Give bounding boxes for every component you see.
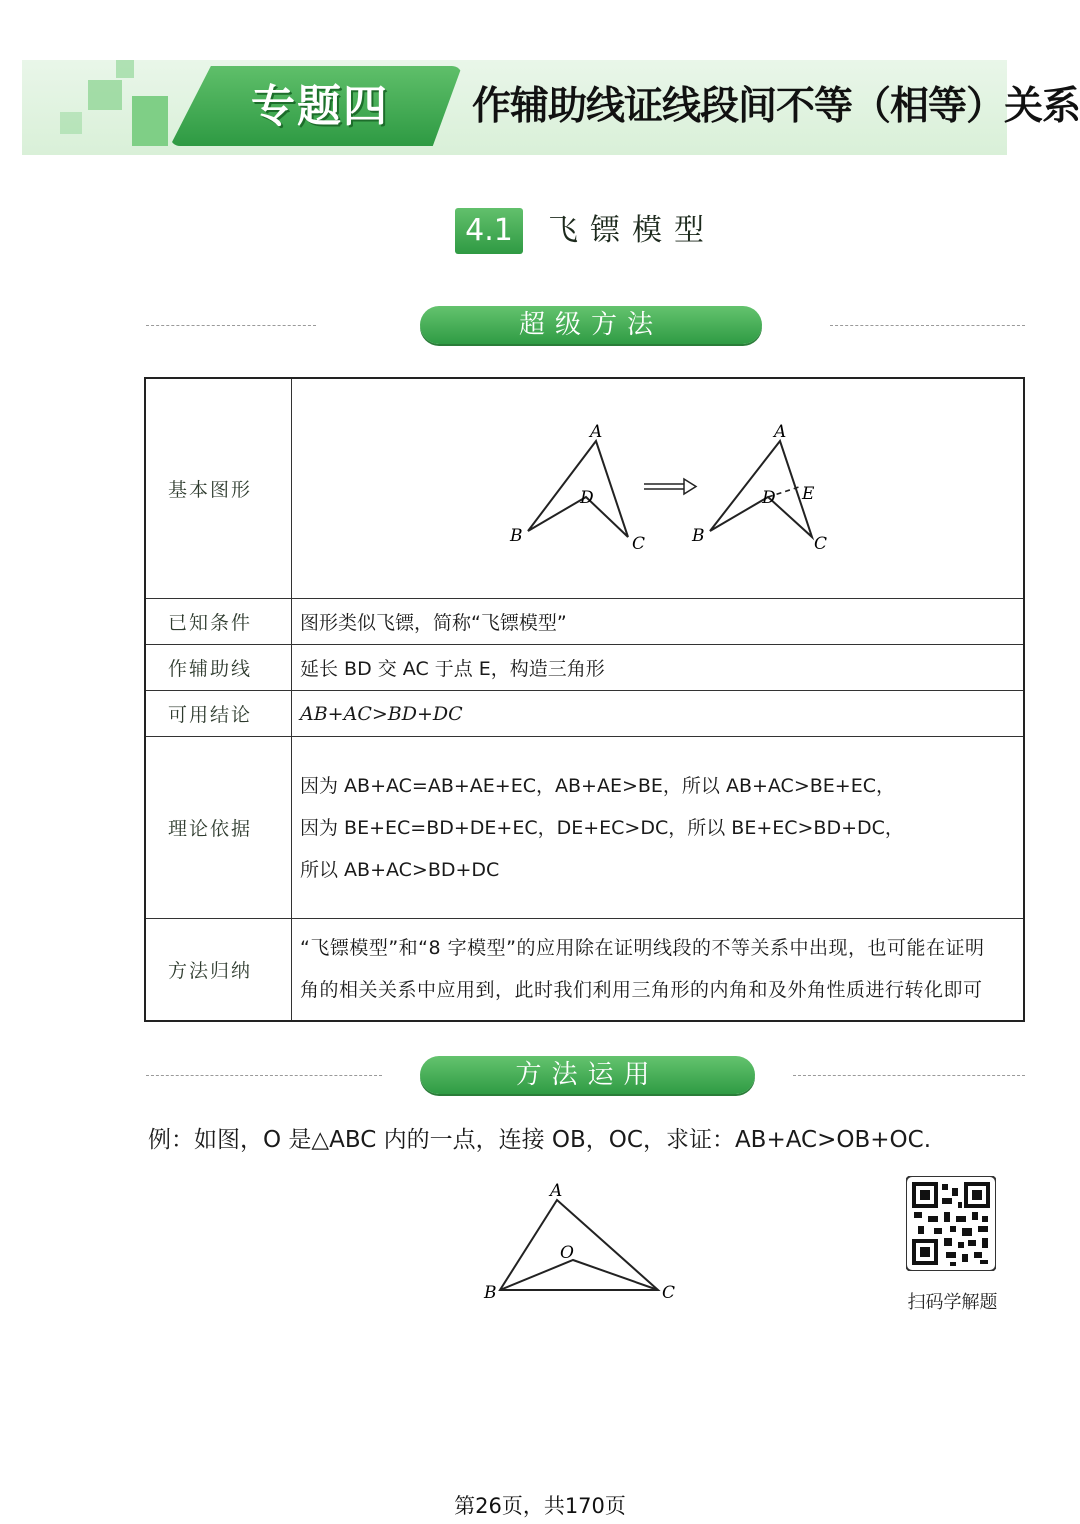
label-e-right: E <box>802 484 815 504</box>
label-d-left: D <box>580 488 594 508</box>
method-table <box>144 377 1025 1022</box>
method-header: 超级方法 <box>420 306 762 344</box>
divider-right <box>793 1075 1025 1076</box>
table-row <box>145 645 1024 691</box>
table-row <box>145 378 1024 599</box>
qr-caption: 扫码学解题 <box>907 1292 998 1313</box>
application-header: 方法运用 <box>420 1056 755 1094</box>
row-label: 可用结论 <box>145 691 292 737</box>
row-content: 图形类似飞镖，简称“飞镖模型” <box>292 599 1025 645</box>
row-content: 延长 BD 交 AC 于点 E，构造三角形 <box>292 645 1025 691</box>
theory-line: 因为 BE+EC=BD+DE+EC，DE+EC>DC，所以 BE+EC>BD+DC， <box>300 816 904 839</box>
label-b-right: B <box>692 526 705 546</box>
divider-left <box>146 325 316 326</box>
decorative-squares <box>60 60 170 155</box>
example-figure <box>470 1176 690 1306</box>
label-c-left: C <box>632 534 646 554</box>
qr-code[interactable] <box>906 1176 996 1271</box>
label-a-right: A <box>774 422 787 442</box>
table-row <box>145 737 1024 919</box>
row-label: 基本图形 <box>145 378 292 599</box>
theory-line: 所以 AB+AC>BD+DC <box>300 858 500 881</box>
row-label: 作辅助线 <box>145 645 292 691</box>
row-content: AB+AC>BD+DC <box>292 691 1025 737</box>
row-content <box>292 919 1025 1021</box>
summary-line: 角的相关关系中应用到，此时我们利用三角形的内角和及外角性质进行转化即可 <box>300 979 983 1002</box>
section-title: 飞镖模型 <box>548 213 716 248</box>
segments-ob-oc <box>500 1260 658 1290</box>
table-row <box>145 919 1024 1021</box>
row-label: 方法归纳 <box>145 919 292 1021</box>
qr-code-icon <box>906 1176 996 1271</box>
label-b: B <box>484 1283 497 1303</box>
basic-figure-cell <box>292 378 1025 599</box>
label-b-left: B <box>510 526 523 546</box>
transform-arrow-icon <box>644 479 696 494</box>
label-c: C <box>662 1283 676 1303</box>
dart-shape-right <box>710 441 812 537</box>
example-problem: 例：如图，O 是△ABC 内的一点，连接 OB，OC，求证：AB+AC>OB+OC. <box>148 1127 932 1153</box>
divider-left <box>146 1075 382 1076</box>
row-label: 理论依据 <box>145 737 292 919</box>
table-row <box>145 599 1024 645</box>
theory-line: 因为 AB+AC=AB+AE+EC，AB+AE>BE，所以 AB+AC>BE+EC， <box>300 774 895 797</box>
summary-line: “飞镖模型”和“8 字模型”的应用除在证明线段的不等关系中出现，也可能在证明 <box>300 937 985 960</box>
label-o: O <box>560 1243 574 1263</box>
divider-right <box>830 325 1025 326</box>
row-label: 已知条件 <box>145 599 292 645</box>
table-row <box>145 691 1024 737</box>
page-title: 作辅助线证线段间不等（相等）关系 <box>472 84 1080 129</box>
row-content <box>292 737 1025 919</box>
topic-label: 专题四 <box>251 81 389 132</box>
page-indicator: 第26页，共170页 <box>454 1494 626 1518</box>
section-number: 4.1 <box>455 208 523 254</box>
label-c-right: C <box>814 534 828 554</box>
basic-figure <box>292 379 1040 593</box>
label-a-left: A <box>590 422 603 442</box>
label-d-right: D <box>762 488 776 508</box>
dart-shape-left <box>528 441 628 537</box>
label-a: A <box>550 1181 563 1201</box>
triangle-abc <box>500 1200 658 1290</box>
